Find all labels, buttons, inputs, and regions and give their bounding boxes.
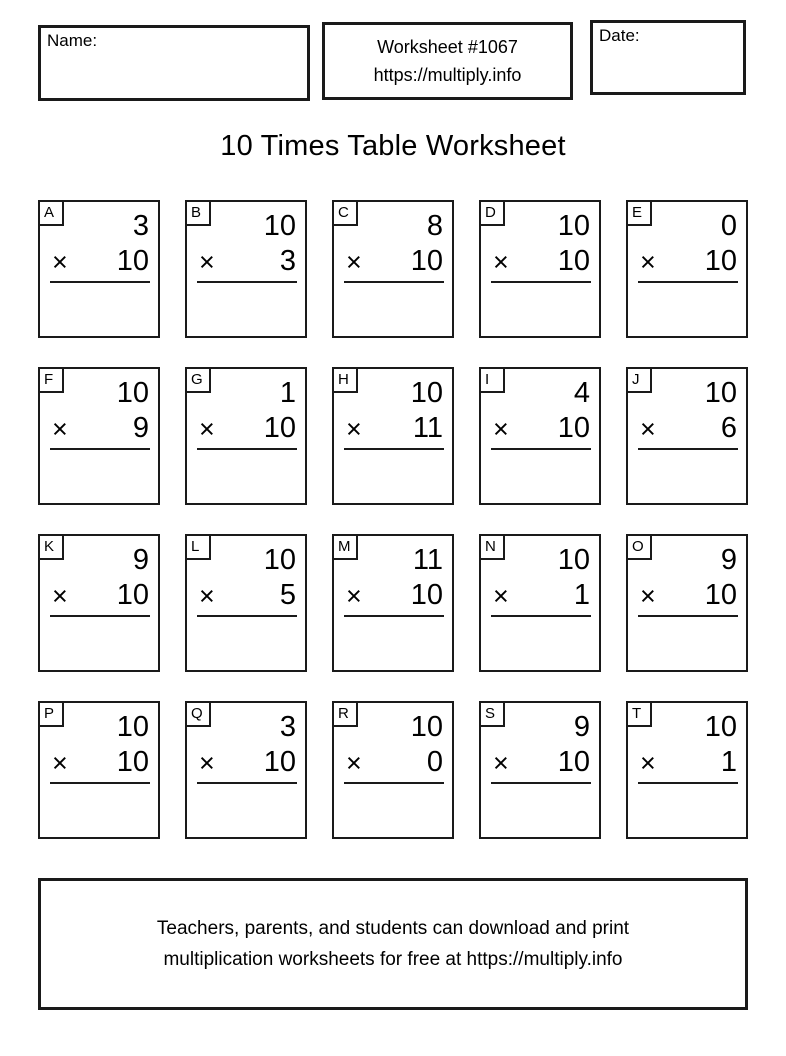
multiplier: 1 (720, 746, 737, 778)
multiplicand: 10 (116, 711, 149, 743)
multiply-icon: × (346, 414, 362, 444)
answer-area (334, 784, 452, 834)
date-field-box (590, 20, 746, 95)
multiplier: 10 (263, 412, 296, 444)
multiplier-row (628, 746, 746, 779)
answer-area (187, 784, 305, 834)
multiplier-row (481, 245, 599, 278)
name-field-box (38, 25, 310, 101)
footer-line-2: multiplication worksheets for free at https://multiply.info (163, 948, 623, 970)
multiplier: 10 (557, 245, 590, 277)
multiplier-row (187, 245, 305, 278)
problem-letter-badge: K (40, 536, 64, 560)
worksheet-number: Worksheet #1067 (377, 36, 518, 57)
problem-letter-badge: D (481, 202, 505, 226)
multiplier: 10 (557, 412, 590, 444)
multiplier: 0 (426, 746, 443, 778)
multiplier: 3 (279, 245, 296, 277)
multiply-icon: × (346, 748, 362, 778)
multiply-icon: × (493, 581, 509, 611)
multiply-icon: × (346, 247, 362, 277)
multiplier-row (628, 579, 746, 612)
multiplier-row (334, 746, 452, 779)
problem-letter-badge: C (334, 202, 358, 226)
multiply-icon: × (640, 748, 656, 778)
problem-letter-badge: P (40, 703, 64, 727)
answer-area (334, 283, 452, 333)
problem-box (38, 701, 160, 839)
worksheet-info-box (322, 22, 573, 100)
multiply-icon: × (199, 748, 215, 778)
answer-area (481, 283, 599, 333)
problem-letter-badge: S (481, 703, 505, 727)
multiplier-row (187, 746, 305, 779)
multiplicand: 1 (279, 377, 296, 409)
multiplicand: 0 (720, 210, 737, 242)
answer-area (481, 450, 599, 500)
multiplicand: 4 (573, 377, 590, 409)
answer-area (628, 450, 746, 500)
multiplier: 10 (116, 245, 149, 277)
multiplier: 9 (132, 412, 149, 444)
answer-area (628, 784, 746, 834)
multiply-icon: × (640, 247, 656, 277)
multiplier-row (187, 412, 305, 445)
problem-letter-badge: L (187, 536, 211, 560)
answer-area (481, 617, 599, 667)
multiplier-row (481, 579, 599, 612)
problem-box (38, 367, 160, 505)
multiplier-row (628, 245, 746, 278)
multiply-icon: × (52, 581, 68, 611)
multiply-icon: × (52, 247, 68, 277)
multiplier: 1 (573, 579, 590, 611)
multiplier-row (334, 245, 452, 278)
multiplier: 6 (720, 412, 737, 444)
multiplier-row (187, 579, 305, 612)
multiplicand: 10 (704, 711, 737, 743)
problem-box (479, 534, 601, 672)
multiplier: 11 (412, 412, 443, 444)
problem-letter-badge: A (40, 202, 64, 226)
multiplier: 10 (704, 245, 737, 277)
answer-area (40, 617, 158, 667)
problem-letter-badge: I (481, 369, 505, 393)
problem-letter-badge: B (187, 202, 211, 226)
multiplicand: 10 (410, 711, 443, 743)
multiplicand: 10 (557, 210, 590, 242)
name-label: Name: (47, 31, 98, 50)
problem-box (332, 367, 454, 505)
answer-area (628, 283, 746, 333)
worksheet-url: https://multiply.info (373, 64, 522, 85)
multiplicand: 10 (557, 544, 590, 576)
multiplier: 10 (116, 579, 149, 611)
problem-letter-badge: G (187, 369, 211, 393)
problem-letter-badge: R (334, 703, 358, 727)
multiply-icon: × (640, 581, 656, 611)
answer-area (40, 283, 158, 333)
multiplicand: 9 (132, 544, 149, 576)
multiplier-row (40, 412, 158, 445)
multiplier-row (40, 579, 158, 612)
problem-box (332, 701, 454, 839)
multiplier: 10 (116, 746, 149, 778)
problem-box (479, 367, 601, 505)
multiply-icon: × (199, 581, 215, 611)
multiplier: 10 (263, 746, 296, 778)
answer-area (334, 617, 452, 667)
problem-box (332, 534, 454, 672)
problem-box (185, 534, 307, 672)
multiplicand: 9 (720, 544, 737, 576)
multiplier-row (334, 412, 452, 445)
multiplicand: 3 (279, 711, 296, 743)
multiplier-row (334, 579, 452, 612)
multiply-icon: × (52, 414, 68, 444)
footer-note-box (38, 878, 748, 1010)
problem-box (185, 701, 307, 839)
answer-area (187, 450, 305, 500)
problem-letter-badge: E (628, 202, 652, 226)
multiply-icon: × (346, 581, 362, 611)
answer-area (628, 617, 746, 667)
multiply-icon: × (52, 748, 68, 778)
multiplier: 10 (704, 579, 737, 611)
problem-letter-badge: O (628, 536, 652, 560)
multiplier-row (628, 412, 746, 445)
problem-box (38, 200, 160, 338)
multiply-icon: × (199, 247, 215, 277)
problem-letter-badge: M (334, 536, 358, 560)
footer-line-1: Teachers, parents, and students can download and print (156, 917, 630, 939)
multiply-icon: × (640, 414, 656, 444)
problem-letter-badge: N (481, 536, 505, 560)
problem-letter-badge: H (334, 369, 358, 393)
problem-box (626, 200, 748, 338)
answer-area (187, 283, 305, 333)
multiplicand: 11 (412, 544, 443, 576)
problem-box (626, 534, 748, 672)
problem-letter-badge: T (628, 703, 652, 727)
problem-box (332, 200, 454, 338)
problem-box (479, 200, 601, 338)
answer-area (40, 784, 158, 834)
page-title: 10 Times Table Worksheet (220, 130, 566, 162)
multiplier-row (481, 412, 599, 445)
problem-box (626, 701, 748, 839)
multiplicand: 9 (573, 711, 590, 743)
multiplier: 10 (557, 746, 590, 778)
problem-box (185, 200, 307, 338)
multiplier-row (40, 746, 158, 779)
problem-letter-badge: F (40, 369, 64, 393)
date-label: Date: (599, 26, 640, 45)
multiplicand: 10 (263, 210, 296, 242)
multiply-icon: × (199, 414, 215, 444)
multiply-icon: × (493, 748, 509, 778)
multiplier-row (40, 245, 158, 278)
multiplicand: 10 (263, 544, 296, 576)
answer-area (334, 450, 452, 500)
answer-area (40, 450, 158, 500)
multiplicand: 10 (116, 377, 149, 409)
multiplicand: 3 (132, 210, 149, 242)
problem-box (38, 534, 160, 672)
multiply-icon: × (493, 414, 509, 444)
multiply-icon: × (493, 247, 509, 277)
multiplier: 10 (410, 245, 443, 277)
multiplier-row (481, 746, 599, 779)
problems-grid (38, 200, 748, 839)
multiplier: 5 (279, 579, 296, 611)
multiplicand: 10 (704, 377, 737, 409)
multiplier: 10 (410, 579, 443, 611)
problem-box (185, 367, 307, 505)
problem-box (626, 367, 748, 505)
multiplicand: 8 (426, 210, 443, 242)
answer-area (481, 784, 599, 834)
problem-box (479, 701, 601, 839)
problem-letter-badge: J (628, 369, 652, 393)
answer-area (187, 617, 305, 667)
multiplicand: 10 (410, 377, 443, 409)
problem-letter-badge: Q (187, 703, 211, 727)
